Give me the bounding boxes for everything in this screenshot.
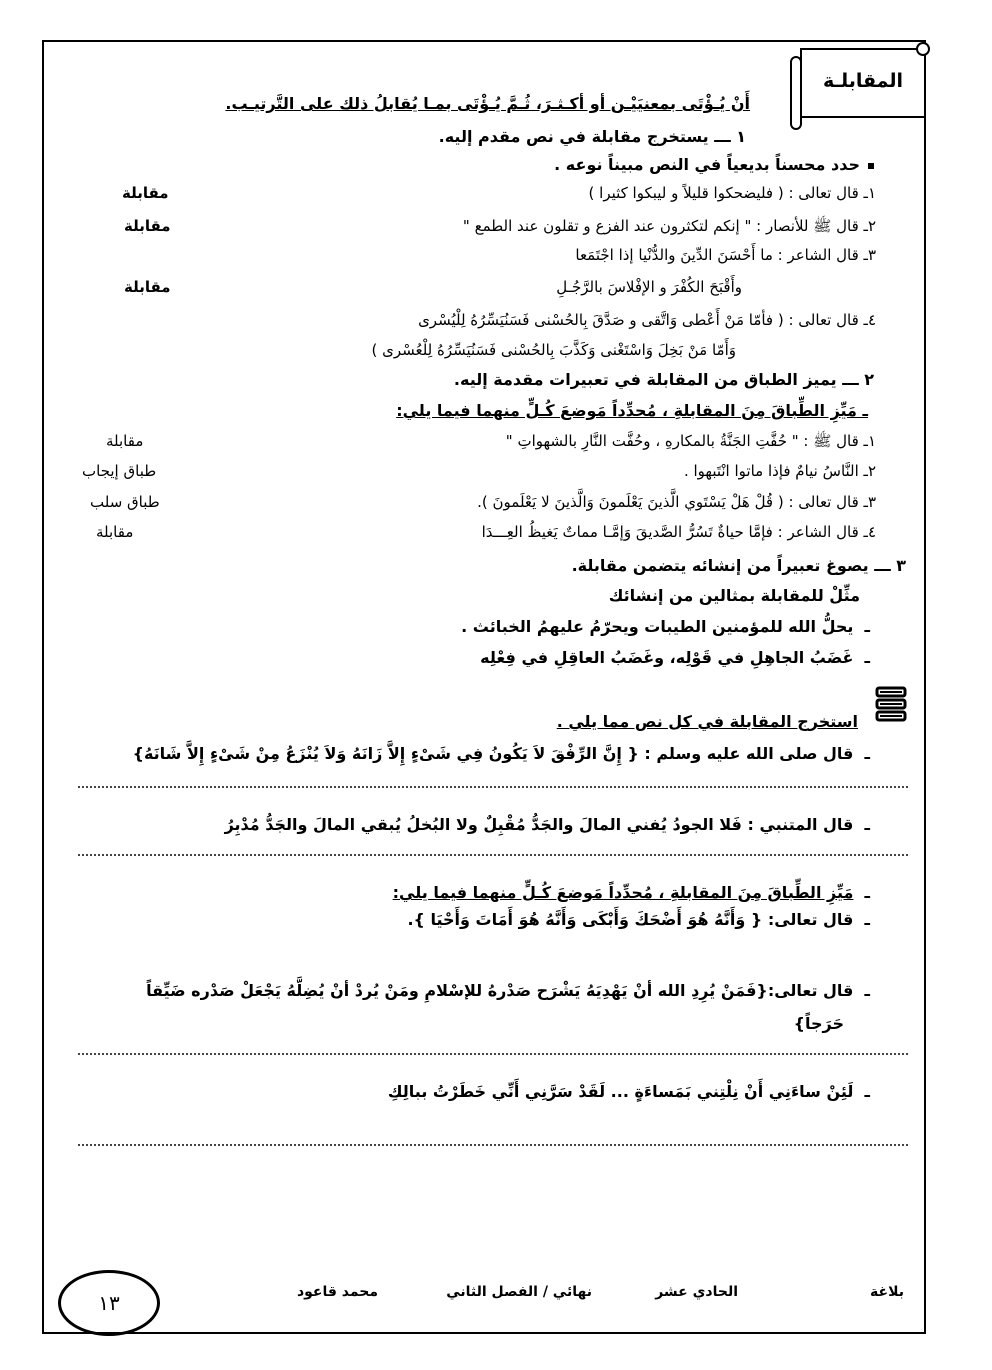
definition: أَنْ يُـؤْتَى بمعنيَيْـن أو أكـثـرَ، ثُـمَّ يُـؤْتَى بمـا يُقابلُ ذلك على التَّرتيـب. xyxy=(225,94,750,113)
exercise-item-3-text: قال تعالى: { وَأَنَّهُ هُوَ أَضْحَكَ وَأَبْكَى وَأَنَّهُ هُوَ أَمَاتَ وَأَحْيَا }. xyxy=(407,910,854,929)
footer-author: محمد قاعود xyxy=(296,1284,378,1300)
exercise-heading-text: استخرج المقابلة في كل نص مما يلي . xyxy=(556,712,858,731)
s1-item-3: ٣ـ قال الشاعر : ما أَحْسَنَ الدِّينَ والدُّنْيا إذا اجْتَمَعا xyxy=(575,246,876,264)
exercise-item-4: ـ قال تعالى:{فَمَنْ يُرِدِ الله أنْ يَهْدِيَهُ يَشْرَح صَدْرهُ للإسْلامِ ومَنْ يُردْ أنْ يُضِلَّهُ يَجْعَلْ صَدْره ضَيِّقاً xyxy=(146,981,870,1000)
s1-answer-3: مقابلة xyxy=(124,278,171,296)
s2-answer-4: مقابلة xyxy=(96,523,134,541)
books-icon xyxy=(874,684,908,728)
answer-line-1[interactable] xyxy=(78,786,908,788)
exercise-instruction-2: ـ مَيِّزِ الطِّباقَ مِنَ المقابلةِ ، مُحدِّداً مَوضعَ كُـلٍّ منهما فيما يلي: xyxy=(392,883,870,902)
section3-instruction: مثِّلْ للمقابلة بمثالين من إنشائك xyxy=(608,586,860,605)
s2-item-3: ٣ـ قال تعالى : ( قُلْ هَلْ يَسْتَوي الَّذينَ يَعْلَمونَ وَالَّذينَ لا يَعْلَمونَ ). xyxy=(477,493,876,511)
exercise-item-2: ـ قال المتنبي : فَلا الجودُ يُفني المالَ والجَدُّ مُقْبِلٌ ولا البُخلُ يُبقي المالَ والجَدُّ مُدْبِرُ xyxy=(224,815,870,834)
section2-heading: ٢ ـــ يميز الطباق من المقابلة في تعبيرات مقدمة إليه. xyxy=(453,370,874,389)
s2-item-2: ٢ـ النَّاسُ نيامٌ فإذا ماتوا انْتَبهوا . xyxy=(683,462,876,480)
section1-heading: ١ ـــ يستخرج مقابلة في نص مقدم إليه. xyxy=(438,127,746,146)
exercise-heading xyxy=(557,712,858,731)
s1-item-3b: وأَقْبَحَ الكُفْرَ و الإفْلاسَ بالرَّجُـلِ xyxy=(556,278,742,296)
exercise-item-4-line2: حَرَجاً} xyxy=(793,1014,844,1033)
exercise-item-5-text: لَئِنْ ساءَنِي أَنْ نِلْتِني بَمَساءَةٍ ... لَقَدْ سَرَّنِي أَنِّي خَطَرْتُ ببالِكِ xyxy=(387,1082,854,1101)
s1-item-2: ٢ـ قال ﷺ للأنصار : " إنكم لتكثرون عند الفزع و تقلون عند الطمع " xyxy=(462,217,876,235)
bullet-square-icon xyxy=(868,163,874,169)
answer-line-4[interactable] xyxy=(78,1144,908,1146)
s1-answer-1: مقابلة xyxy=(122,184,169,202)
page-number: ١٣ xyxy=(58,1270,160,1336)
page-title: المقابلـة xyxy=(822,70,904,92)
exercise-item-5: ـ لَئِنْ ساءَنِي أَنْ نِلْتِني بَمَساءَةٍ ... لَقَدْ سَرَّنِي أَنِّي خَطَرْتُ ببالِكِ xyxy=(387,1082,870,1101)
title-banner xyxy=(800,48,926,118)
s3-item-2: ـ غَضَبُ الجاهِلِ في قَوْلِه، وغَضَبُ العاقِلِ في فِعْلِه xyxy=(480,648,870,667)
exercise-item-1-text: قال صلى الله عليه وسلم : { إِنَّ الرِّفْقَ لاَ يَكُونُ فِي شَىْءٍ إِلاَّ زَانَهُ وَلاَ يُنْزَعُ مِنْ شَىْءٍ إِلاَّ شَانَهُ} xyxy=(132,744,854,763)
exercise-item-2-text: قال المتنبي : فَلا الجودُ يُفني المالَ والجَدُّ مُقْبِلٌ ولا البُخلُ يُبقي المالَ والجَدُّ مُدْبِرُ xyxy=(224,815,854,834)
s3-item-2-text: غَضَبُ الجاهِلِ في قَوْلِه، وغَضَبُ العاقِلِ في فِعْلِه xyxy=(480,648,854,667)
footer-term: نهائي / الفصل الثاني xyxy=(446,1284,592,1300)
s1-item-4: ٤ـ قال تعالى : ( فأمّا مَنْ أَعْطى وَاتَّقى و صَدَّقَ بِالحُسْنى فَسَنُيَسِّرُهُ لِلْيُسْرى xyxy=(418,311,876,329)
exercise-item-4-text: قال تعالى:{فَمَنْ يُرِدِ الله أنْ يَهْدِيَهُ يَشْرَح صَدْرهُ للإسْلامِ ومَنْ يُردْ أنْ يُضِلَّهُ يَجْعَلْ صَدْره ضَيِّقاً xyxy=(146,981,854,1000)
s2-item-1: ١ـ قال ﷺ : " حُفَّتِ الجَنَّةُ بالمكارهِ ، وحُفَّت النَّارِ بالشهواتِ " xyxy=(505,432,876,450)
s1-answer-2: مقابلة xyxy=(124,217,171,235)
s1-item-1: ١ـ قال تعالى : ( فليضحكوا قليلاً و ليبكوا كثيرا ) xyxy=(588,184,876,202)
exercise-item-1: ـ قال صلى الله عليه وسلم : { إِنَّ الرِّفْقَ لاَ يَكُونُ فِي شَىْءٍ إِلاَّ زَانَهُ وَلاَ يُنْزَعُ مِنْ شَىْءٍ إِلاَّ شَانَهُ} xyxy=(132,744,870,763)
section1-instruction-text: حدد محسناً بديعياً في النص مبيناً نوعه . xyxy=(554,155,860,174)
footer-grade: الحادي عشر xyxy=(655,1284,738,1300)
s2-item-4: ٤ـ قال الشاعر : فإمَّا حياةٌ تَسُرُّ الصَّديقَ وَإمَّـا مماتٌ يَغيظُ العِـــدَا xyxy=(481,523,876,541)
exercise-item-3: ـ قال تعالى: { وَأَنَّهُ هُوَ أَضْحَكَ وَأَبْكَى وَأَنَّهُ هُوَ أَمَاتَ وَأَحْيَا }. xyxy=(407,910,870,929)
s2-answer-3: طباق سلب xyxy=(90,493,160,511)
exercise-instruction-2-text: مَيِّزِ الطِّباقَ مِنَ المقابلةِ ، مُحدِّداً مَوضعَ كُـلٍّ منهما فيما يلي: xyxy=(392,883,854,902)
answer-line-3[interactable] xyxy=(78,1053,908,1055)
s1-item-4b: وَأَمّا مَنْ بَخِلَ وَاسْتَغْنى وَكَذَّبَ بِالحُسْنى فَسَنُيَسِّرُهُ لِلْعُسْرى ) xyxy=(371,341,736,359)
footer-subject: بلاغة xyxy=(870,1284,904,1300)
s2-answer-1: مقابلة xyxy=(106,432,144,450)
section2-instruction: ـ مَيِّزِ الطِّباقَ مِنَ المقابلةِ ، مُحدِّداً مَوضعَ كُـلٍّ منهما فيما يلي: xyxy=(396,401,868,420)
s3-item-1: ـ يحلُّ الله للمؤمنين الطيبات ويحرّمُ عليهمُ الخبائث . xyxy=(461,617,870,636)
s2-answer-2: طباق إيجاب xyxy=(82,462,157,480)
s3-item-1-text: يحلُّ الله للمؤمنين الطيبات ويحرّمُ عليهمُ الخبائث . xyxy=(461,617,854,636)
section3-heading: ٣ ـــ يصوغ تعبيراً من إنشائه يتضمن مقابلة. xyxy=(571,556,906,575)
section1-instruction xyxy=(554,155,874,174)
answer-line-2[interactable] xyxy=(78,854,908,856)
